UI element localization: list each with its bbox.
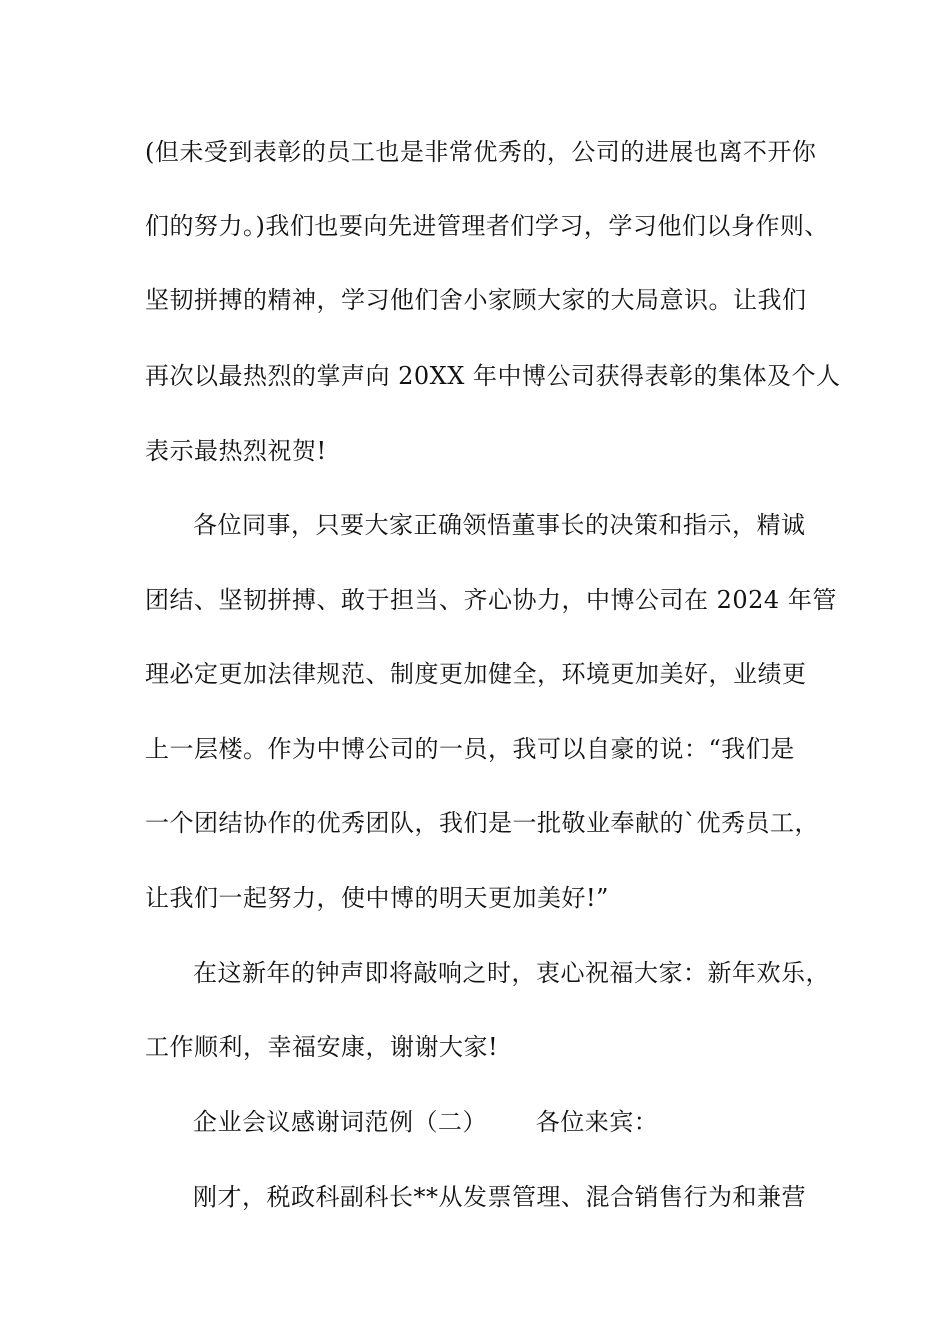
text-line: 上一层楼。作为中博公司的一员，我可以自豪的说：“我们是 <box>145 735 795 763</box>
text-line: 工作顺利，幸福安康，谢谢大家! <box>145 1033 499 1061</box>
section-heading-line: 企业会议感谢词范例（二） 各位来宾： <box>193 1108 659 1136</box>
text-line: (但未受到表彰的员工也是非常优秀的，公司的进展也离不开你 <box>145 138 817 166</box>
text-line: 让我们一起努力，使中博的明天更加美好!” <box>145 884 609 912</box>
paragraph-start-line: 各位同事，只要大家正确领悟董事长的决策和指示，精诚 <box>193 511 806 539</box>
paragraph-start-line: 在这新年的钟声即将敲响之时，衷心祝福大家：新年欢乐， <box>193 959 830 987</box>
text-line: 理必定更加法律规范、制度更加健全，环境更加美好，业绩更 <box>145 660 807 688</box>
text-line: 再次以最热烈的掌声向 20XX 年中博公司获得表彰的集体及个人 <box>145 362 841 390</box>
text-line: 们的努力。)我们也要向先进管理者们学习，学习他们以身作则、 <box>145 212 829 240</box>
text-line: 团结、坚韧拼搏、敢于担当、齐心协力，中博公司在 2024 年管 <box>145 586 837 614</box>
text-line: 表示最热烈祝贺! <box>145 437 327 465</box>
paragraph-start-line: 刚才，税政科副科长**从发票管理、混合销售行为和兼营 <box>193 1183 806 1211</box>
text-line: 坚韧拼搏的精神，学习他们舍小家顾大家的大局意识。让我们 <box>145 286 807 314</box>
text-line: 一个团结协作的优秀团队，我们是一批敬业奉献的`优秀员工， <box>145 809 819 837</box>
